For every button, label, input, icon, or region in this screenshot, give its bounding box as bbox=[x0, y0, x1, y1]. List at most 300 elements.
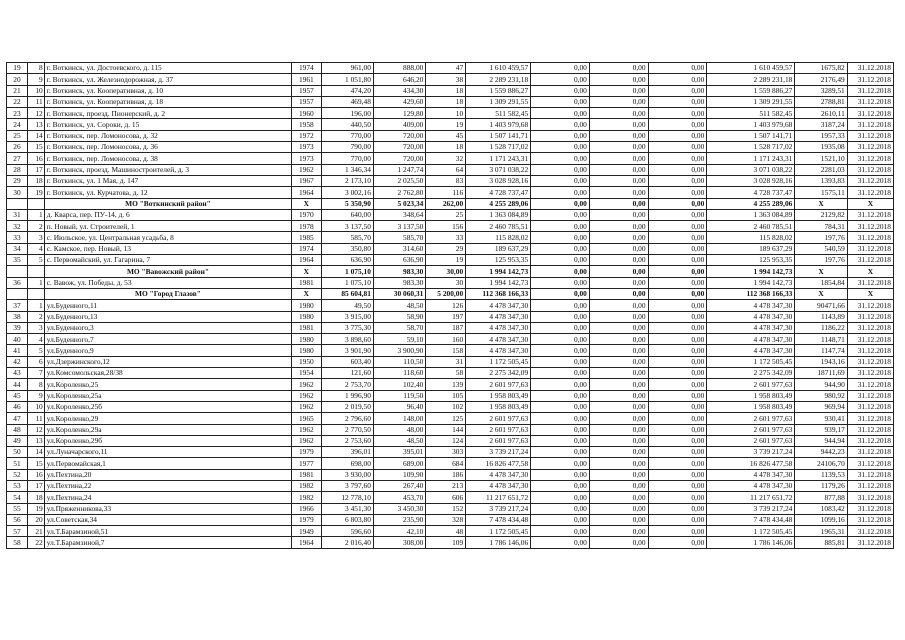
cell-fund-source-2: 0,00 bbox=[589, 368, 648, 379]
cell-unit-cost: 197,76 bbox=[795, 255, 847, 266]
cell-sub-number: 13 bbox=[27, 119, 44, 130]
cell-living-area: 429,60 bbox=[373, 96, 425, 107]
cell-address: ул.Буденного,7 bbox=[44, 334, 291, 345]
cell-owner-funds: 1 309 291,55 bbox=[707, 96, 795, 107]
cell-fund-source-2: 0,00 bbox=[589, 480, 648, 491]
cell-row-number: 52 bbox=[7, 469, 28, 480]
cell-address: ул.Дзержинского,12 bbox=[44, 356, 291, 367]
table-row bbox=[7, 85, 894, 96]
cell-address: ул.Пехтина,22 bbox=[44, 480, 291, 491]
cell-row-number bbox=[7, 288, 28, 299]
cell-residents: 303 bbox=[426, 447, 466, 458]
cell-total-area: 603,40 bbox=[321, 356, 373, 367]
cell-total-cost: 112 368 166,33 bbox=[466, 288, 531, 299]
cell-fund-source-1: 0,00 bbox=[531, 243, 590, 254]
cell-row-number: 28 bbox=[7, 164, 28, 175]
cell-fund-source-2: 0,00 bbox=[589, 130, 648, 141]
table-row bbox=[7, 108, 894, 119]
cell-row-number: 42 bbox=[7, 356, 28, 367]
cell-total-area: 596,60 bbox=[321, 526, 373, 537]
cell-sub-number: 3 bbox=[27, 322, 44, 333]
cell-total-area: 1 996,90 bbox=[321, 390, 373, 401]
cell-sub-number: 9 bbox=[27, 390, 44, 401]
cell-completion-date: 31.12.2018 bbox=[847, 187, 893, 198]
cell-address: ул.Луначарского,11 bbox=[44, 447, 291, 458]
cell-row-number: 56 bbox=[7, 514, 28, 525]
cell-total-area: 3 915,00 bbox=[321, 311, 373, 322]
cell-unit-cost: 2129,82 bbox=[795, 209, 847, 220]
cell-fund-source-2: 0,00 bbox=[589, 209, 648, 220]
cell-total-area: 350,80 bbox=[321, 243, 373, 254]
cell-owner-funds: 4 478 347,30 bbox=[707, 311, 795, 322]
cell-fund-source-2: 0,00 bbox=[589, 379, 648, 390]
cell-sub-number: 8 bbox=[27, 63, 44, 74]
cell-living-area: 395,01 bbox=[373, 447, 425, 458]
cell-sub-number: 16 bbox=[27, 469, 44, 480]
cell-year-built: 1965 bbox=[292, 413, 321, 424]
cell-fund-source-2: 0,00 bbox=[589, 85, 648, 96]
table-row bbox=[7, 356, 894, 367]
cell-fund-source-2: 0,00 bbox=[589, 435, 648, 446]
cell-year-built: 1973 bbox=[292, 153, 321, 164]
cell-owner-funds: 1 171 243,31 bbox=[707, 153, 795, 164]
cell-completion-date: 31.12.2018 bbox=[847, 356, 893, 367]
cell-year-built: 1980 bbox=[292, 345, 321, 356]
table-row bbox=[7, 232, 894, 243]
cell-sub-number: 15 bbox=[27, 142, 44, 153]
cell-year-built: 1966 bbox=[292, 503, 321, 514]
cell-sub-number: 9 bbox=[27, 74, 44, 85]
cell-fund-source-1: 0,00 bbox=[531, 300, 590, 311]
cell-fund-source-1: 0,00 bbox=[531, 232, 590, 243]
table-row bbox=[7, 447, 894, 458]
cell-unit-cost: 1943,16 bbox=[795, 356, 847, 367]
cell-residents: 10 bbox=[426, 108, 466, 119]
cell-sub-number: 1 bbox=[27, 277, 44, 288]
cell-completion-date: 31.12.2018 bbox=[847, 277, 893, 288]
cell-row-number: 45 bbox=[7, 390, 28, 401]
spreadsheet bbox=[6, 62, 894, 549]
cell-living-area: 119,50 bbox=[373, 390, 425, 401]
cell-residents: 33 bbox=[426, 232, 466, 243]
cell-fund-source-3: 0,00 bbox=[648, 334, 707, 345]
cell-living-area: 3 137,50 bbox=[373, 221, 425, 232]
table-row bbox=[7, 390, 894, 401]
cell-row-number: 40 bbox=[7, 334, 28, 345]
cell-completion-date: 31.12.2018 bbox=[847, 492, 893, 503]
cell-total-cost: 2 601 977,63 bbox=[466, 424, 531, 435]
cell-sub-number: 20 bbox=[27, 514, 44, 525]
cell-total-area: 2 173,10 bbox=[321, 175, 373, 186]
cell-sub-number: 1 bbox=[27, 300, 44, 311]
cell-completion-date: 31.12.2018 bbox=[847, 96, 893, 107]
cell-fund-source-3: 0,00 bbox=[648, 232, 707, 243]
cell-year-built: 1985 bbox=[292, 232, 321, 243]
cell-living-area: 5 023,34 bbox=[373, 198, 425, 209]
cell-living-area: 409,00 bbox=[373, 119, 425, 130]
cell-residents: 606 bbox=[426, 492, 466, 503]
cell-total-cost: 1 610 459,57 bbox=[466, 63, 531, 74]
cell-living-area: 348,64 bbox=[373, 209, 425, 220]
cell-fund-source-2: 0,00 bbox=[589, 232, 648, 243]
cell-completion-date: 31.12.2018 bbox=[847, 368, 893, 379]
cell-fund-source-3: 0,00 bbox=[648, 130, 707, 141]
cell-fund-source-1: 0,00 bbox=[531, 175, 590, 186]
table-body bbox=[7, 63, 894, 549]
cell-total-cost: 1 171 243,31 bbox=[466, 153, 531, 164]
cell-residents: 109 bbox=[426, 537, 466, 548]
cell-total-area: 12 778,10 bbox=[321, 492, 373, 503]
cell-year-built: 1954 bbox=[292, 368, 321, 379]
cell-living-area: 983,30 bbox=[373, 266, 425, 277]
cell-completion-date: X bbox=[847, 266, 893, 277]
cell-fund-source-3: 0,00 bbox=[648, 447, 707, 458]
cell-row-number: 25 bbox=[7, 130, 28, 141]
cell-unit-cost: X bbox=[795, 198, 847, 209]
cell-completion-date: 31.12.2018 bbox=[847, 175, 893, 186]
table-row bbox=[7, 368, 894, 379]
cell-owner-funds: 2 289 231,18 bbox=[707, 74, 795, 85]
cell-sub-number: 18 bbox=[27, 175, 44, 186]
cell-owner-funds: 7 478 434,48 bbox=[707, 514, 795, 525]
cell-fund-source-1: 0,00 bbox=[531, 142, 590, 153]
cell-fund-source-2: 0,00 bbox=[589, 503, 648, 514]
cell-sub-number bbox=[27, 288, 44, 299]
cell-total-cost: 2 601 977,63 bbox=[466, 435, 531, 446]
cell-fund-source-3: 0,00 bbox=[648, 379, 707, 390]
cell-unit-cost: 3187,24 bbox=[795, 119, 847, 130]
cell-completion-date: 31.12.2018 bbox=[847, 424, 893, 435]
cell-row-number: 36 bbox=[7, 277, 28, 288]
cell-total-cost: 4 478 347,30 bbox=[466, 345, 531, 356]
cell-completion-date: 31.12.2018 bbox=[847, 243, 893, 254]
cell-row-number: 57 bbox=[7, 526, 28, 537]
cell-living-area: 720,00 bbox=[373, 142, 425, 153]
cell-year-built: X bbox=[292, 288, 321, 299]
cell-year-built: 1974 bbox=[292, 63, 321, 74]
cell-row-number: 23 bbox=[7, 108, 28, 119]
cell-total-cost: 115 828,02 bbox=[466, 232, 531, 243]
cell-completion-date: 31.12.2018 bbox=[847, 85, 893, 96]
cell-total-cost: 1 172 505,45 bbox=[466, 356, 531, 367]
cell-owner-funds: 112 368 166,33 bbox=[707, 288, 795, 299]
table-row bbox=[7, 311, 894, 322]
cell-fund-source-3: 0,00 bbox=[648, 221, 707, 232]
cell-unit-cost: 9442,23 bbox=[795, 447, 847, 458]
cell-total-cost: 1 994 142,73 bbox=[466, 266, 531, 277]
cell-living-area: 30 060,31 bbox=[373, 288, 425, 299]
cell-fund-source-3: 0,00 bbox=[648, 492, 707, 503]
cell-completion-date: 31.12.2018 bbox=[847, 209, 893, 220]
cell-total-area: 636,90 bbox=[321, 255, 373, 266]
cell-total-area: 5 350,90 bbox=[321, 198, 373, 209]
cell-fund-source-2: 0,00 bbox=[589, 300, 648, 311]
table-row bbox=[7, 322, 894, 333]
cell-fund-source-2: 0,00 bbox=[589, 447, 648, 458]
cell-row-number: 34 bbox=[7, 243, 28, 254]
cell-sub-number: 7 bbox=[27, 368, 44, 379]
cell-address: г. Воткинск, ул. Железнодорожная, д. 37 bbox=[44, 74, 291, 85]
cell-owner-funds: 1 363 084,89 bbox=[707, 209, 795, 220]
cell-fund-source-3: 0,00 bbox=[648, 142, 707, 153]
cell-sub-number: 11 bbox=[27, 413, 44, 424]
cell-row-number: 19 bbox=[7, 63, 28, 74]
cell-living-area: 42,10 bbox=[373, 526, 425, 537]
cell-total-cost: 1 528 717,02 bbox=[466, 142, 531, 153]
cell-completion-date: 31.12.2018 bbox=[847, 142, 893, 153]
cell-unit-cost: 980,92 bbox=[795, 390, 847, 401]
cell-living-area: 636,90 bbox=[373, 255, 425, 266]
table-row bbox=[7, 469, 894, 480]
cell-year-built: 1981 bbox=[292, 277, 321, 288]
cell-address: с. Камское, пер. Новый, 13 bbox=[44, 243, 291, 254]
cell-sub-number: 6 bbox=[27, 356, 44, 367]
cell-year-built: 1974 bbox=[292, 243, 321, 254]
cell-fund-source-2: 0,00 bbox=[589, 96, 648, 107]
cell-completion-date: 31.12.2018 bbox=[847, 108, 893, 119]
cell-completion-date: 31.12.2018 bbox=[847, 390, 893, 401]
cell-fund-source-1: 0,00 bbox=[531, 492, 590, 503]
cell-completion-date: 31.12.2018 bbox=[847, 153, 893, 164]
cell-completion-date: 31.12.2018 bbox=[847, 255, 893, 266]
cell-sub-number: 16 bbox=[27, 153, 44, 164]
cell-sub-number: 18 bbox=[27, 492, 44, 503]
cell-total-cost: 7 478 434,48 bbox=[466, 514, 531, 525]
cell-total-cost: 1 559 886,27 bbox=[466, 85, 531, 96]
cell-address: ул.Буденного,11 bbox=[44, 300, 291, 311]
cell-completion-date: 31.12.2018 bbox=[847, 130, 893, 141]
cell-fund-source-3: 0,00 bbox=[648, 413, 707, 424]
cell-fund-source-3: 0,00 bbox=[648, 368, 707, 379]
cell-address: ул.Советская,34 bbox=[44, 514, 291, 525]
cell-owner-funds: 1 559 886,27 bbox=[707, 85, 795, 96]
cell-fund-source-1: 0,00 bbox=[531, 526, 590, 537]
cell-address: ул.Короленко,25б bbox=[44, 401, 291, 412]
cell-total-cost: 4 478 347,30 bbox=[466, 469, 531, 480]
cell-total-cost: 511 582,45 bbox=[466, 108, 531, 119]
cell-residents: 18 bbox=[426, 85, 466, 96]
cell-living-area: 314,60 bbox=[373, 243, 425, 254]
cell-fund-source-2: 0,00 bbox=[589, 345, 648, 356]
cell-row-number: 20 bbox=[7, 74, 28, 85]
cell-fund-source-3: 0,00 bbox=[648, 390, 707, 401]
cell-sub-number: 12 bbox=[27, 424, 44, 435]
group-total-row bbox=[7, 288, 894, 299]
cell-fund-source-2: 0,00 bbox=[589, 142, 648, 153]
cell-sub-number: 21 bbox=[27, 526, 44, 537]
cell-fund-source-3: 0,00 bbox=[648, 187, 707, 198]
cell-fund-source-1: 0,00 bbox=[531, 356, 590, 367]
cell-total-cost: 4 728 737,47 bbox=[466, 187, 531, 198]
cell-address: г. Воткинск, проезд. Машиностроителей, д. 3 bbox=[44, 164, 291, 175]
cell-address: г. Воткинск, ул. Кооперативная, д. 10 bbox=[44, 85, 291, 96]
cell-fund-source-2: 0,00 bbox=[589, 164, 648, 175]
cell-row-number: 27 bbox=[7, 153, 28, 164]
cell-fund-source-3: 0,00 bbox=[648, 96, 707, 107]
cell-unit-cost: 1965,31 bbox=[795, 526, 847, 537]
cell-address: г. Воткинск, ул. 1 Мая, д. 147 bbox=[44, 175, 291, 186]
cell-completion-date: 31.12.2018 bbox=[847, 334, 893, 345]
cell-fund-source-1: 0,00 bbox=[531, 96, 590, 107]
table-row bbox=[7, 537, 894, 548]
group-total-row bbox=[7, 266, 894, 277]
cell-address: ул.Буденного,13 bbox=[44, 311, 291, 322]
cell-unit-cost: 3289,51 bbox=[795, 85, 847, 96]
cell-sub-number: 1 bbox=[27, 209, 44, 220]
cell-address: ул.Первомайская,1 bbox=[44, 458, 291, 469]
table-row bbox=[7, 243, 894, 254]
cell-row-number: 43 bbox=[7, 368, 28, 379]
cell-year-built: 1964 bbox=[292, 537, 321, 548]
cell-fund-source-3: 0,00 bbox=[648, 85, 707, 96]
cell-owner-funds: 1 786 146,06 bbox=[707, 537, 795, 548]
cell-living-area: 689,00 bbox=[373, 458, 425, 469]
cell-row-number: 46 bbox=[7, 401, 28, 412]
table-row bbox=[7, 142, 894, 153]
cell-sub-number: 10 bbox=[27, 401, 44, 412]
cell-address: г. Воткинск, ул. Достоевского, д. 115 bbox=[44, 63, 291, 74]
cell-residents: 47 bbox=[426, 63, 466, 74]
cell-fund-source-2: 0,00 bbox=[589, 243, 648, 254]
cell-year-built: 1964 bbox=[292, 187, 321, 198]
cell-fund-source-3: 0,00 bbox=[648, 526, 707, 537]
cell-fund-source-2: 0,00 bbox=[589, 108, 648, 119]
cell-sub-number: 2 bbox=[27, 221, 44, 232]
table-row bbox=[7, 130, 894, 141]
cell-unit-cost: 1957,33 bbox=[795, 130, 847, 141]
cell-living-area: 720,00 bbox=[373, 153, 425, 164]
cell-fund-source-1: 0,00 bbox=[531, 85, 590, 96]
cell-residents: 32 bbox=[426, 153, 466, 164]
cell-address: г. Воткинск, ул. Сороки, д. 15 bbox=[44, 119, 291, 130]
table-row bbox=[7, 187, 894, 198]
cell-address: ул.Короленко,25 bbox=[44, 379, 291, 390]
cell-fund-source-3: 0,00 bbox=[648, 503, 707, 514]
cell-year-built: 1977 bbox=[292, 458, 321, 469]
cell-living-area: 110,50 bbox=[373, 356, 425, 367]
cell-living-area: 267,40 bbox=[373, 480, 425, 491]
cell-fund-source-1: 0,00 bbox=[531, 401, 590, 412]
cell-completion-date: 31.12.2018 bbox=[847, 221, 893, 232]
cell-owner-funds: 2 601 977,63 bbox=[707, 413, 795, 424]
cell-residents: 158 bbox=[426, 345, 466, 356]
cell-completion-date: 31.12.2018 bbox=[847, 322, 893, 333]
table-row bbox=[7, 175, 894, 186]
cell-fund-source-1: 0,00 bbox=[531, 198, 590, 209]
cell-owner-funds: 1 403 979,68 bbox=[707, 119, 795, 130]
cell-residents: 19 bbox=[426, 119, 466, 130]
cell-living-area: 585,70 bbox=[373, 232, 425, 243]
cell-year-built: 1980 bbox=[292, 300, 321, 311]
cell-living-area: 235,90 bbox=[373, 514, 425, 525]
cell-unit-cost: 2788,81 bbox=[795, 96, 847, 107]
cell-completion-date: 31.12.2018 bbox=[847, 526, 893, 537]
cell-fund-source-1: 0,00 bbox=[531, 266, 590, 277]
cell-total-area: 3 797,60 bbox=[321, 480, 373, 491]
cell-sub-number: 5 bbox=[27, 255, 44, 266]
cell-fund-source-1: 0,00 bbox=[531, 322, 590, 333]
cell-year-built: 1979 bbox=[292, 447, 321, 458]
cell-address: ул.Буденного,9 bbox=[44, 345, 291, 356]
cell-unit-cost: 24106,70 bbox=[795, 458, 847, 469]
cell-address: г. Воткинск, пер. Ломоносова, д. 36 bbox=[44, 142, 291, 153]
table-row bbox=[7, 435, 894, 446]
cell-total-area: 698,00 bbox=[321, 458, 373, 469]
table-row bbox=[7, 334, 894, 345]
cell-owner-funds: 1 528 717,02 bbox=[707, 142, 795, 153]
cell-owner-funds: 4 478 347,30 bbox=[707, 469, 795, 480]
table-row bbox=[7, 526, 894, 537]
cell-address: с. Вавож, ул. Победы, д. 53 bbox=[44, 277, 291, 288]
cell-row-number: 22 bbox=[7, 96, 28, 107]
cell-residents: 18 bbox=[426, 142, 466, 153]
cell-address: ул.Короленко,29б bbox=[44, 435, 291, 446]
cell-fund-source-3: 0,00 bbox=[648, 209, 707, 220]
cell-completion-date: 31.12.2018 bbox=[847, 119, 893, 130]
cell-living-area: 96,40 bbox=[373, 401, 425, 412]
cell-total-cost: 16 826 477,58 bbox=[466, 458, 531, 469]
cell-total-area: 3 901,90 bbox=[321, 345, 373, 356]
cell-unit-cost: 1393,83 bbox=[795, 175, 847, 186]
cell-sub-number: 10 bbox=[27, 85, 44, 96]
cell-fund-source-1: 0,00 bbox=[531, 74, 590, 85]
cell-completion-date: 31.12.2018 bbox=[847, 311, 893, 322]
cell-total-cost: 3 071 038,22 bbox=[466, 164, 531, 175]
cell-fund-source-3: 0,00 bbox=[648, 424, 707, 435]
cell-unit-cost: 1186,22 bbox=[795, 322, 847, 333]
cell-completion-date: 31.12.2018 bbox=[847, 458, 893, 469]
cell-living-area: 129,80 bbox=[373, 108, 425, 119]
cell-living-area: 308,00 bbox=[373, 537, 425, 548]
cell-fund-source-1: 0,00 bbox=[531, 435, 590, 446]
cell-fund-source-2: 0,00 bbox=[589, 413, 648, 424]
cell-address: ул.Короленко,29 bbox=[44, 413, 291, 424]
cell-row-number: 35 bbox=[7, 255, 28, 266]
cell-unit-cost: 944,94 bbox=[795, 435, 847, 446]
cell-year-built: 1962 bbox=[292, 435, 321, 446]
cell-residents: 25 bbox=[426, 209, 466, 220]
cell-completion-date: 31.12.2018 bbox=[847, 401, 893, 412]
cell-unit-cost: 2281,03 bbox=[795, 164, 847, 175]
cell-total-cost: 1 958 803,49 bbox=[466, 390, 531, 401]
cell-address: г. Воткинск, ул. Курчатова, д. 12 bbox=[44, 187, 291, 198]
cell-owner-funds: 4 478 347,30 bbox=[707, 300, 795, 311]
cell-fund-source-2: 0,00 bbox=[589, 175, 648, 186]
cell-fund-source-2: 0,00 bbox=[589, 311, 648, 322]
cell-fund-source-2: 0,00 bbox=[589, 288, 648, 299]
cell-living-area: 48,50 bbox=[373, 435, 425, 446]
cell-fund-source-1: 0,00 bbox=[531, 221, 590, 232]
cell-fund-source-2: 0,00 bbox=[589, 458, 648, 469]
cell-address: ул.Пряженникова,33 bbox=[44, 503, 291, 514]
cell-total-area: 6 803,80 bbox=[321, 514, 373, 525]
cell-fund-source-1: 0,00 bbox=[531, 209, 590, 220]
cell-completion-date: 31.12.2018 bbox=[847, 469, 893, 480]
cell-total-area: 3 930,00 bbox=[321, 469, 373, 480]
cell-total-area: 2 770,50 bbox=[321, 424, 373, 435]
cell-residents: 18 bbox=[426, 96, 466, 107]
cell-living-area: 59,10 bbox=[373, 334, 425, 345]
cell-owner-funds: 4 255 289,06 bbox=[707, 198, 795, 209]
cell-living-area: 2 025,50 bbox=[373, 175, 425, 186]
cell-row-number: 38 bbox=[7, 311, 28, 322]
table-row bbox=[7, 480, 894, 491]
cell-total-area: 3 137,50 bbox=[321, 221, 373, 232]
cell-year-built: 1979 bbox=[292, 514, 321, 525]
cell-total-area: 3 002,16 bbox=[321, 187, 373, 198]
cell-total-cost: 4 478 347,30 bbox=[466, 322, 531, 333]
cell-year-built: 1981 bbox=[292, 469, 321, 480]
